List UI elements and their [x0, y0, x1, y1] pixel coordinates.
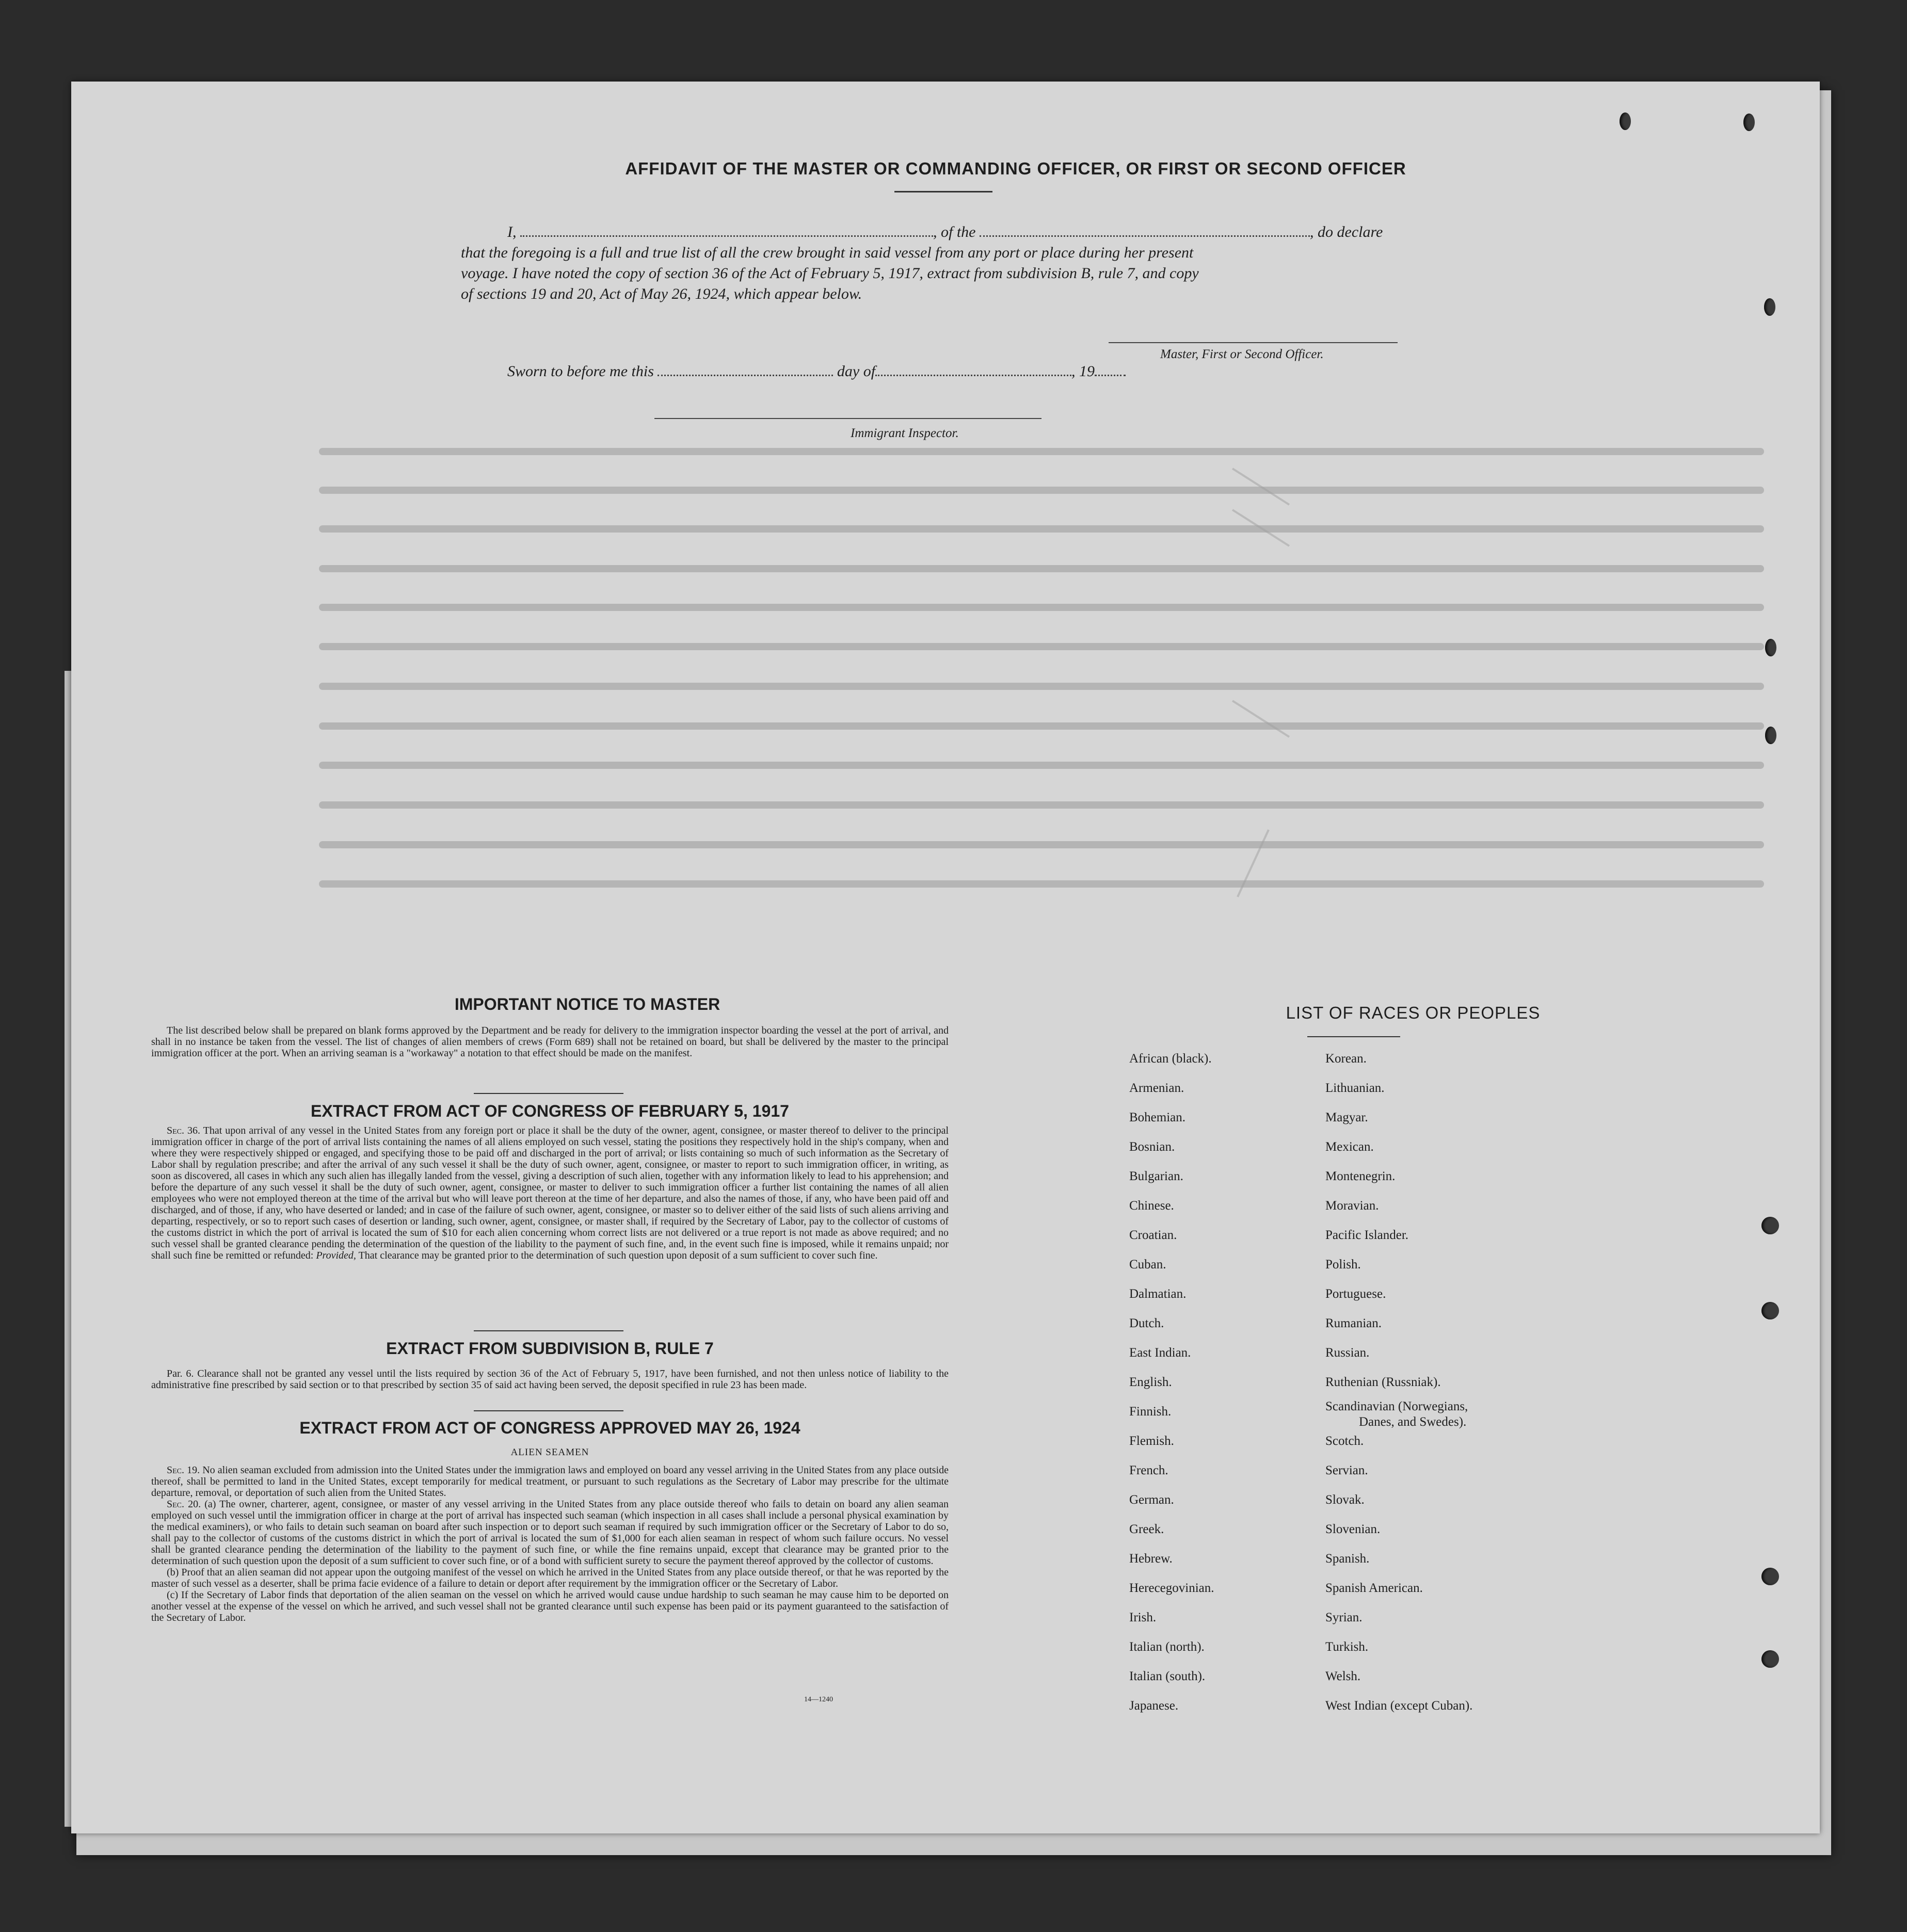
extract-1924-title: EXTRACT FROM ACT OF CONGRESS APPROVED MAY 26, 1924	[299, 1419, 800, 1437]
extract-1917-body	[151, 1125, 949, 1261]
binding-hole	[1761, 1650, 1779, 1668]
year-prefix: , 19	[1071, 363, 1095, 380]
race-item-continued: Danes, and Swedes).	[1359, 1415, 1467, 1429]
race-item: Mexican.	[1325, 1140, 1374, 1154]
rule7-body	[151, 1368, 949, 1391]
sworn-month-field[interactable]	[875, 363, 1071, 376]
race-item: Montenegrin.	[1325, 1169, 1396, 1183]
affidavit-line-4: of sections 19 and 20, Act of May 26, 1924, which appear below.	[461, 285, 862, 302]
affidavit-line-3: voyage. I have noted the copy of section 36 of the Act of February 5, 1917, extract from subdivision B, rule 7, and copy	[461, 265, 1199, 282]
race-item: Scotch.	[1325, 1434, 1364, 1448]
race-item: Bohemian.	[1129, 1110, 1186, 1124]
race-item: Slovak.	[1325, 1493, 1365, 1507]
race-item: Welsh.	[1325, 1669, 1361, 1683]
vessel-name-field[interactable]	[980, 224, 1310, 237]
race-item: Irish.	[1129, 1611, 1157, 1624]
race-item: Turkish.	[1325, 1640, 1369, 1654]
race-item: Bosnian.	[1129, 1140, 1175, 1154]
of-the-text: , of the	[933, 223, 976, 240]
race-item: East Indian.	[1129, 1346, 1191, 1360]
race-item: West Indian (except Cuban).	[1325, 1699, 1473, 1713]
sec36-text: That upon arrival of any vessel in the United States from any foreign port or place it shall be the duty of the owner, agent, consignee, or master thereof to deliver to the principal immigration officer in charge of the port of arrival lists containing the names of all aliens employed on such vessel, stating the positions they respectively hold in the ship's company, when and where they were respectively shipped or engaged, and specifying those to be paid off and discharged in the port of arrival; or lists containing so much of such information as the Secretary of Labor shall by regulation prescribe; and after the arrival of any such vessel it shall be the duty of such owner, agent, consignee, or master to report to such immigration officer, in writing, as soon as discovered, all cases in which any such alien has illegally landed from the vessel, giving a description of such alien, together with any information likely to lead to his apprehension; and before the departure of any such vessel it shall be the duty of such owner, agent, consignee, or master to deliver to such immigration officer a further list containing the names of all alien employees who were not employed thereon at the time of the arrival but who will leave port thereon at the time of her departure, and also the names of those, if any, who have been paid off and discharged, and of those, if any, who have deserted or landed; and in case of the failure of such owner, agent, consignee, or master so to deliver either of the said lists of such aliens arriving and departing, respectively, or so to report such cases of desertion or landing, such owner, agent, consignee, or master shall, if required by the Secretary of Labor, pay to the collector of customs of the customs district in which the port of arrival is located the sum of $10 for each alien concerning whom correct lists are not delivered or a true report is not made as above required; and no such vessel shall be granted clearance pending the determination of the question of the liability to the payment of such fine, and, in the event such fine is imposed, while it remains unpaid; nor shall such fine be remitted or refunded:	[151, 1125, 949, 1261]
race-item: Russian.	[1325, 1346, 1370, 1360]
binding-hole	[1765, 727, 1776, 744]
binding-hole	[1765, 639, 1776, 656]
race-item: Japanese.	[1129, 1699, 1179, 1713]
race-item: French.	[1129, 1463, 1168, 1477]
sec19-label: Sec. 19.	[167, 1464, 200, 1476]
sec20a-text: (a) The owner, charterer, agent, consignee, or master of any vessel arriving in the United States from any place outside thereof who fails to detain on board any alien seaman employed on such vessel until the immigration officer in charge at the port of arrival has inspected such seaman (which inspection in all cases shall include a personal physical examination by the medical examiners), or who fails to detain such seaman on board after such inspection or to deport such seaman if required by such immigration officer or the Secretary of Labor to do so, shall pay to the collector of customs of the customs district in which the port of arrival is located the sum of $1,000 for each alien seaman in respect of whom such failure occurs. No vessel shall be granted clearance pending the determination of the liability to the payment of such fine, or while the fine remains unpaid, except that clearance may be granted prior to the determination of such question upon the deposit of a sum sufficient to cover such fine, or of a bond with sufficient surety to secure the payment thereof approved by the collector of customs.	[151, 1499, 949, 1567]
binding-hole	[1761, 1568, 1779, 1585]
extract-1917-title: EXTRACT FROM ACT OF CONGRESS OF FEBRUARY 5, 1917	[311, 1102, 789, 1120]
races-rule	[1307, 1036, 1400, 1037]
binding-hole	[1761, 1217, 1779, 1234]
extract-1924-body	[151, 1464, 949, 1623]
affidavit-title: AFFIDAVIT OF THE MASTER OR COMMANDING OFFICER, OR FIRST OR SECOND OFFICER	[625, 159, 1406, 178]
race-item: Magyar.	[1325, 1110, 1368, 1124]
binding-hole	[1620, 112, 1631, 130]
race-item: Moravian.	[1325, 1199, 1379, 1213]
race-item: Korean.	[1325, 1052, 1367, 1066]
notice-title: IMPORTANT NOTICE TO MASTER	[454, 995, 720, 1013]
rule7-rule	[474, 1410, 623, 1411]
races-title: LIST OF RACES OR PEOPLES	[1286, 1003, 1541, 1022]
affidavit-line-1	[507, 223, 1383, 241]
sworn-day-field[interactable]	[658, 363, 833, 376]
do-declare-text: , do declare	[1310, 223, 1383, 240]
notice-paragraph: The list described below shall be prepared on blank forms approved by the Department and be ready for delivery to the immigration inspector boarding the vessel at the port of arrival, and shall in no instance be taken from the vessel. The list of changes of alien members of crews (Form 689) shall not be retained on board, but shall be delivered by the master to the principal immigration officer at the port. When an arriving seaman is a "workaway" a notation to that effect should be made on the manifest.	[151, 1025, 949, 1059]
race-item: Slovenian.	[1325, 1522, 1381, 1536]
race-item: Herecegovinian.	[1129, 1581, 1214, 1595]
sworn-year-field[interactable]	[1095, 363, 1126, 376]
race-item: German.	[1129, 1493, 1174, 1507]
sec19-text: No alien seaman excluded from admission into the United States under the immigration laws and employed on board any vessel arriving in the United States from any place outside thereof, shall be permitted to land in the United States, except temporarily for medical treatment, or pursuant to such regulations as the Secretary of Labor may prescribe for the ultimate departure, removal, or deportation of such alien from the United States.	[151, 1464, 949, 1499]
race-item: Armenian.	[1129, 1081, 1184, 1095]
race-item: Spanish.	[1325, 1552, 1370, 1566]
race-item: Croatian.	[1129, 1228, 1177, 1242]
sec20c-text: (c) If the Secretary of Labor finds that deportation of the alien seaman on the vessel on which he arrived would cause undue hardship to such seaman he may cause him to be deported on another vessel at the expense of the vessel on which he arrived, and such vessel shall not be granted clearance until such expense has been paid or its payment guaranteed to the satisfaction of the Secretary of Labor.	[151, 1589, 949, 1623]
race-item: African (black).	[1129, 1052, 1212, 1066]
binding-hole	[1764, 298, 1775, 316]
race-item: Dalmatian.	[1129, 1287, 1187, 1301]
day-of-text: day of	[837, 363, 876, 380]
race-item: Flemish.	[1129, 1434, 1174, 1448]
race-item: Portuguese.	[1325, 1287, 1386, 1301]
binding-hole	[1743, 114, 1755, 131]
race-item: Chinese.	[1129, 1199, 1174, 1213]
race-item: Cuban.	[1129, 1258, 1166, 1271]
sec20b-text: (b) Proof that an alien seaman did not appear upon the outgoing manifest of the vessel on which he arrived in the United States from any place outside thereof, or that he was reported by the master of such vessel as a deserter, shall be prima facie evidence of a failure to detain or deport after requirement by the immigration officer or the Secretary of Labor.	[151, 1567, 949, 1589]
declarant-prefix: I,	[507, 223, 517, 240]
race-item: Finnish.	[1129, 1405, 1172, 1419]
race-item: Scandinavian (Norwegians,	[1325, 1399, 1468, 1413]
form-number: 14—1240	[804, 1696, 833, 1703]
sworn-line	[507, 363, 1126, 380]
inspector-signature-line[interactable]	[654, 418, 1041, 419]
rule7-title: EXTRACT FROM SUBDIVISION B, RULE 7	[386, 1339, 714, 1358]
declarant-name-field[interactable]	[520, 224, 933, 237]
race-item: Greek.	[1129, 1522, 1164, 1536]
alien-seamen-subtitle: ALIEN SEAMEN	[510, 1447, 589, 1458]
race-item: Lithuanian.	[1325, 1081, 1385, 1095]
sec36-label: Sec. 36.	[167, 1125, 200, 1136]
race-item: Syrian.	[1325, 1611, 1363, 1624]
signature-line[interactable]	[1109, 342, 1398, 343]
notice-rule	[474, 1093, 623, 1094]
race-item: Ruthenian (Russniak).	[1325, 1375, 1441, 1389]
race-item: Polish.	[1325, 1258, 1361, 1271]
rule7-paragraph: Par. 6. Clearance shall not be granted any vessel until the lists required by section 36 of the Act of February 5, 1917, have been furnished, and not then unless notice of liability to the administrative fine prescribed by said section or to that prescribed by section 35 of said act having been served, the deposit specified in rule 23 has been made.	[151, 1368, 949, 1391]
title-rule	[894, 191, 992, 192]
race-item: Hebrew.	[1129, 1552, 1173, 1566]
race-item: Rumanian.	[1325, 1316, 1382, 1330]
inspector-label: Immigrant Inspector.	[851, 426, 959, 440]
sec36-text-end: That clearance may be granted prior to the determination of such question upon deposit of a sum sufficient to cover such fine.	[358, 1250, 878, 1261]
race-item: Pacific Islander.	[1325, 1228, 1409, 1242]
affidavit-line-2: that the foregoing is a full and true list of all the crew brought in said vessel from any port or place during her present	[461, 244, 1194, 261]
race-item: Spanish American.	[1325, 1581, 1423, 1595]
binding-hole	[1761, 1302, 1779, 1319]
notice-body	[151, 1025, 949, 1059]
race-item: English.	[1129, 1375, 1172, 1389]
provided-label: Provided,	[316, 1250, 356, 1261]
signature-label: Master, First or Second Officer.	[1160, 347, 1324, 361]
race-item: Servian.	[1325, 1463, 1368, 1477]
sec20-label: Sec. 20.	[167, 1499, 201, 1510]
sworn-prefix: Sworn to before me this	[507, 363, 654, 380]
extract-1917-rule	[474, 1330, 623, 1331]
race-item: Bulgarian.	[1129, 1169, 1183, 1183]
manifest-page	[71, 82, 1820, 1833]
race-item: Italian (south).	[1129, 1669, 1206, 1683]
race-item: Italian (north).	[1129, 1640, 1205, 1654]
race-item: Dutch.	[1129, 1316, 1164, 1330]
